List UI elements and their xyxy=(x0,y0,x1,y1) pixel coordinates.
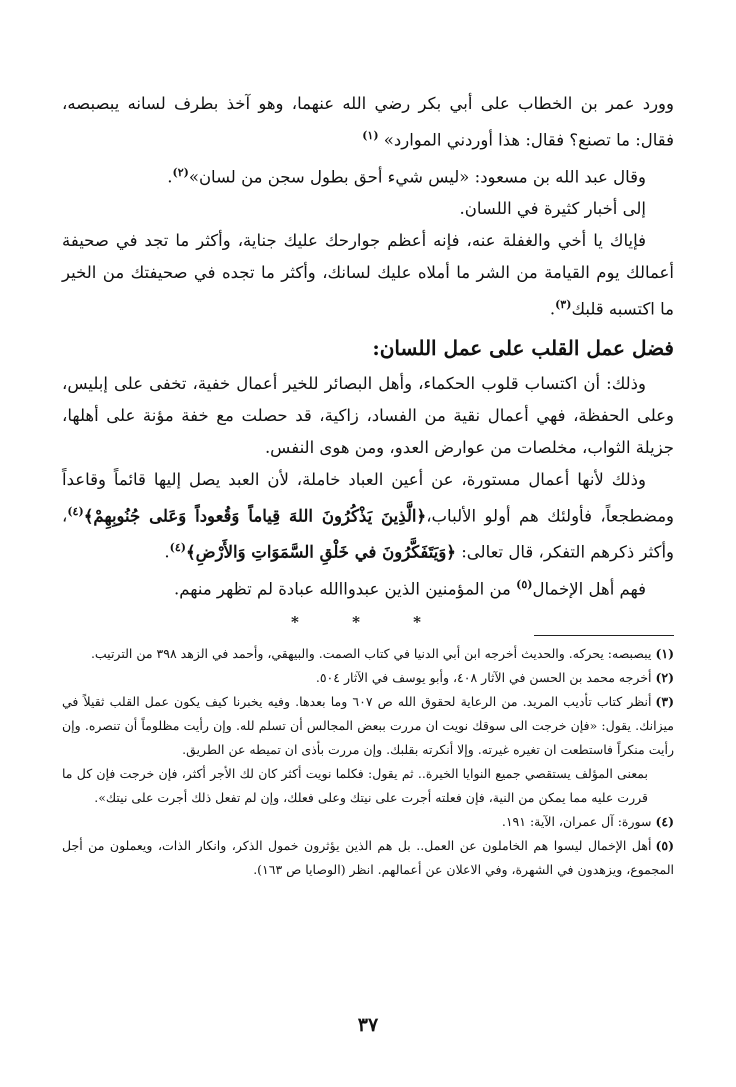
main-text xyxy=(62,88,674,882)
section-separator: * * * xyxy=(291,613,445,631)
footnote-divider xyxy=(534,635,674,636)
quran-verse: ﴿الَّذِينَ يَذْكُرُونَ اللهَ قِياماً وَقُعوداً وَعَلى جُنُوبِهِمْ﴾ xyxy=(83,506,427,525)
footnote-ref[interactable]: (٥) xyxy=(516,577,533,591)
footnote-text: أهل الإخمال ليسوا هم الخاملون عن العمل.. بل هم الذين يؤثرون خمول الذكر، وانكار الذات، ويعملون من أجل المجموع، ويزهدون في الشهرة، وفي الاعلان عن أعمالهم. انظر (الوصايا ص ١٦٣). xyxy=(62,838,674,877)
paragraph-text: وذلك لأنها أعمال مستورة، عن أعين العباد خاملة، لأن العبد يصل إليها قائماً وقاعداً ومضطجعاً، فأولئك هم أولو الألباب، xyxy=(62,469,675,525)
footnote-2 xyxy=(62,666,674,690)
punctuation: . xyxy=(167,167,173,186)
footnote-text: أنظر كتاب تأديب المريد. من الرعاية لحقوق الله ص ٦٠٧ وما بعدها. وفيه يخبرنا كيف يكون عمل القلب ثقيلاً في ميزانك. يقول: «فإن خرجت الى سوقك نويت ان مررت ببعض المجالس أن تسلم لله. وإن رأيت مظلوماً أن تنصره. وإن رأيت منكراً فاستطعت ان تغيره غيرته. وإلا أنكرته بقلبك. وإن مررت بأذى ان تميطه عن الطريق. xyxy=(62,694,674,757)
paragraph-text: وقال عبد الله بن مسعود: «ليس شيء أحق بطول سجن من لسان» xyxy=(188,167,646,186)
paragraph-3: إلى أخبار كثيرة في اللسان. xyxy=(459,199,646,218)
footnote-text: أخرجه محمد بن الحسن في الآثار ٤٠٨، وأبو يوسف في الآثار ٥٠٤. xyxy=(315,670,652,685)
paragraph-4 xyxy=(62,225,674,326)
footnote-4 xyxy=(62,810,674,834)
paragraph-text: ، وأكثر ذكرهم التفكر، قال تعالى: xyxy=(62,506,674,562)
quran-verse: ﴿وَيَتَفَكَّرُونَ في خَلْقِ السَّمَوَاتِ وَالأَرْضِ﴾ xyxy=(186,542,456,562)
footnote-ref[interactable]: (٤) xyxy=(169,541,187,554)
footnote-3-continued xyxy=(62,762,674,810)
paragraph-text: فإياك يا أخي والغفلة عنه، فإنه أعظم جوارحك عليك جناية، وأكثر ما تجد في صحيفة أعمالك يوم القيامة من الشر ما أملاه عليك لسانك، وأكثر ما تجده في صحيفتك من الخير ما اكتسبه قلبك xyxy=(62,231,674,319)
footnote-ref[interactable]: (١) xyxy=(362,129,379,142)
paragraph-text: من المؤمنين الذين عبدواالله عبادة لم تظهر منهم. xyxy=(174,579,511,598)
footnotes xyxy=(62,642,674,882)
footnote-number: (٢) xyxy=(655,670,674,685)
footnote-number: (١) xyxy=(655,646,674,661)
paragraph-1 xyxy=(62,88,674,157)
footnote-number: (٥) xyxy=(655,838,674,853)
footnote-1 xyxy=(62,642,674,666)
footnote-number: (٣) xyxy=(655,694,674,709)
footnote-3 xyxy=(62,690,674,762)
punctuation: . xyxy=(164,542,170,562)
paragraph-5: وذلك: أن اكتساب قلوب الحكماء، وأهل البصائر للخير أعمال خفية، تخفى على إبليس، وعلى الحفظة، فهي أعمال نقية من الفساد، زاكية، قد حصلت مع خفة مؤنة على أهلها، جزيلة الثواب، مخلصات من عوارض العدو، ومن هوى النفس. xyxy=(62,373,674,457)
paragraph-text: وورد عمر بن الخطاب على أبي بكر رضي الله عنهما، وهو آخذ بطرف لسانه يبصبصه، فقال: ما تصنع؟ فقال: هذا أوردني الموارد» xyxy=(62,94,674,150)
paragraph-6 xyxy=(62,464,674,569)
footnote-ref[interactable]: (٣) xyxy=(555,298,572,311)
footnote-text: سورة: آل عمران، الآية: ١٩١. xyxy=(501,814,652,829)
footnote-ref[interactable]: (٢) xyxy=(172,165,189,179)
section-heading: فضل عمل القلب على عمل اللسان: xyxy=(372,335,674,360)
footnote-text: يبصبصه: يحركه. والحديث أخرجه ابن أبي الدنيا في كتاب الصمت. والبيهقي، وأحمد في الزهد ٣٩٨ من الترتيب. xyxy=(90,646,652,661)
footnote-5 xyxy=(62,834,674,882)
footnote-text: بمعنى المؤلف يستقصي جميع النوايا الخيرة.. ثم يقول: فكلما نويت أكثر كان لك الأجر أكثر، فإن خرجت فإن كل ما قررت عليه مما يمكن من النية، فإن فعلته أجرت على نيتك وعلى فعلك، وإن لم تفعل ذلك أجرت على نيتك». xyxy=(62,766,648,805)
paragraph-7 xyxy=(62,569,674,606)
punctuation: . xyxy=(549,299,556,319)
page-number: ٣٧ xyxy=(357,1014,379,1036)
paragraph-text: فهم أهل الإخمال xyxy=(532,579,646,598)
footnote-number: (٤) xyxy=(655,814,674,829)
paragraph-2 xyxy=(62,157,674,194)
footnote-ref[interactable]: (٤) xyxy=(67,504,84,518)
